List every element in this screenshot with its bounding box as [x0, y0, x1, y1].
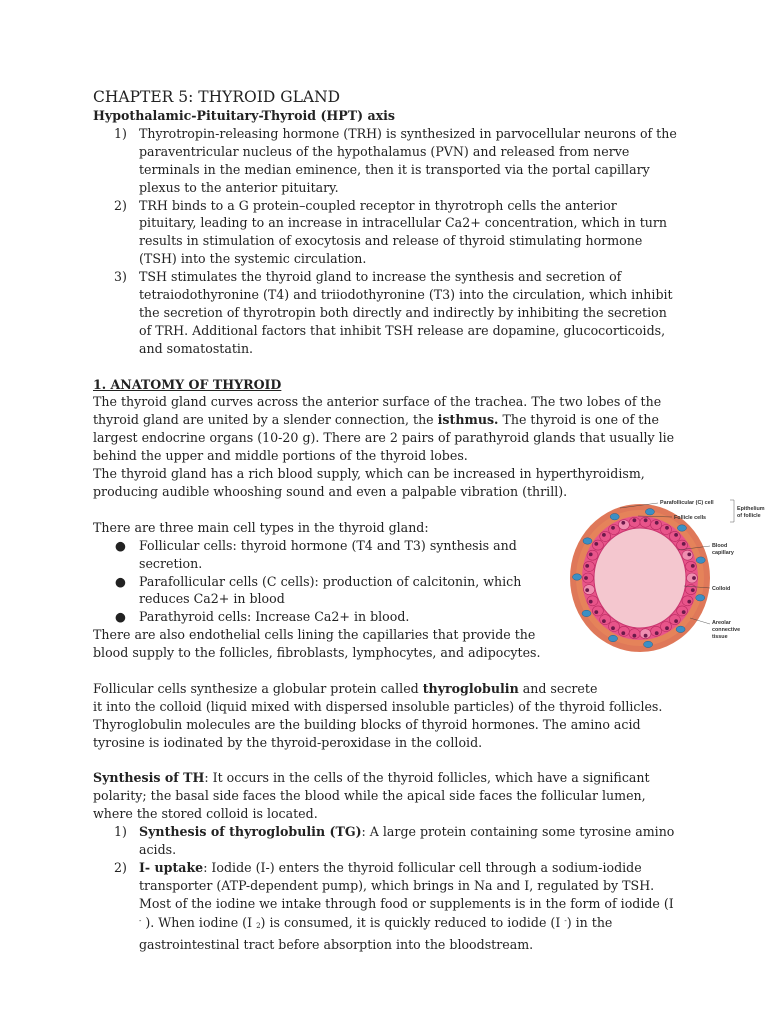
follicle-cell	[677, 606, 688, 616]
cell-nucleus	[687, 600, 691, 604]
cell-nucleus	[602, 533, 606, 537]
cell-nucleus	[594, 610, 598, 614]
cell-nucleus	[655, 521, 659, 525]
capillary	[644, 641, 653, 647]
anatomy-heading: 1. ANATOMY OF THYROID	[93, 376, 282, 392]
text-run: : It occurs in the cells of the thyroid follicles, which have a significant polarity; the basal side faces the blood while the apical side faces the follicular lumen, where the stored colloid is located.	[93, 770, 650, 822]
list-item	[93, 197, 678, 269]
cell-nucleus	[644, 634, 648, 638]
item-text: TSH stimulates the thyroid gland to increase the synthesis and secretion of tetraiodothyronine (T4) and triiodothyronine (T3) into the circulation, which inhibit the secretion of thyrotropin both directly and indirectly by inhibiting the secretion of TRH. Additional factors that inhibit TSH release are dopamine, glucocorticoids, and somatostatin.	[139, 269, 673, 356]
capillary	[582, 610, 591, 616]
cell-nucleus	[655, 631, 659, 635]
text-run: and secrete	[518, 680, 598, 696]
isthmus-term: isthmus.	[437, 412, 499, 428]
cell-nucleus	[585, 588, 589, 592]
cell-nucleus	[682, 610, 686, 614]
cell-nucleus	[674, 533, 678, 537]
text-run: The thyroid gland curves across the anterior surface of the trachea. The two lobes of the thyroid gland are united by a slender connection, the	[93, 394, 662, 428]
anatomy-paragraph-1	[93, 393, 678, 465]
cell-nucleus	[687, 553, 691, 557]
follicle-illustration	[560, 490, 768, 662]
capillary	[676, 626, 685, 632]
item-term: Synthesis of thyroglobulin (TG)	[139, 824, 362, 840]
follicle-cell	[592, 540, 603, 550]
label-areolar-1: Areolar	[712, 620, 731, 626]
thyroid-follicle-figure	[560, 490, 768, 662]
cell-types-list	[93, 537, 558, 627]
cell-nucleus	[691, 588, 695, 592]
follicle-cell	[669, 531, 680, 541]
label-epithelium-2: of follicle	[737, 513, 761, 519]
hpt-list	[93, 125, 678, 358]
bullet-icon: ●	[115, 609, 126, 625]
text-run: it into the colloid (liquid mixed with dispersed insoluble particles) of the thyroid follicles. Thyroglobulin molecules are the building blocks of thyroid hormones. The amino acid tyrosine is iodinated by the thyroid-peroxidase in the colloid.	[93, 698, 663, 750]
label-epithelium-1: Epithelium	[737, 506, 765, 512]
label-follicle-cells: Follicle cells	[674, 515, 707, 521]
item-text: Parathyroid cells: Increase Ca2+ in blood.	[139, 609, 410, 625]
cell-nucleus	[621, 631, 625, 635]
colloid	[594, 528, 686, 628]
cell-nucleus	[585, 564, 589, 568]
follicle-cell	[685, 561, 696, 571]
capillary	[583, 538, 592, 544]
thyroglobulin-term: thyroglobulin	[422, 680, 519, 696]
follicle-cell	[592, 606, 603, 616]
cell-nucleus	[584, 576, 588, 580]
item-text: Thyrotropin-releasing hormone (TRH) is synthesized in parvocellular neurons of the paraventricular nucleus of the hypothalamus (PVN) and released from nerve terminals in the median eminence, then it is transported via the portal capillary plexus to the anterior pituitary.	[139, 125, 677, 195]
list-item	[93, 859, 678, 954]
capillary	[609, 635, 618, 641]
text-run: Follicular cells synthesize a globular protein called	[93, 680, 423, 696]
item-term: I- uptake	[139, 860, 204, 875]
follicle-cell	[682, 596, 693, 606]
synthesis-heading: Synthesis of TH	[93, 770, 205, 786]
anatomy-paragraph-2: The thyroid gland has a rich blood supply, which can be increased in hyperthyroidism, producing audible whooshing sound and even a palpable vibration (thrill).	[93, 466, 645, 500]
cell-nucleus	[602, 619, 606, 623]
cell-nucleus	[644, 518, 648, 522]
capillary	[573, 574, 582, 580]
capillary	[645, 509, 654, 515]
follicle-cell	[584, 561, 595, 571]
list-item	[93, 537, 558, 573]
item-text: : A large protein containing some tyrosine amino acids.	[139, 824, 675, 858]
follicle-cell	[600, 615, 611, 625]
label-parafollicular: Parafollicular (C) cell	[660, 500, 714, 506]
cell-nucleus	[665, 526, 669, 530]
synthesis-paragraph	[93, 769, 678, 823]
label-colloid: Colloid	[712, 586, 731, 592]
item-text: ) in the gastrointestinal tract before absorption into the bloodstream.	[139, 914, 613, 952]
label-areolar-2: connective	[712, 627, 741, 633]
cell-nucleus	[691, 564, 695, 568]
cell-nucleus	[589, 553, 593, 557]
label-blood-1: Blood	[712, 543, 728, 549]
item-text: Follicular cells: thyroid hormone (T4 and T3) synthesis and secretion.	[139, 537, 517, 571]
list-item	[93, 125, 678, 197]
label-blood-2: capillary	[712, 550, 734, 556]
cell-nucleus	[633, 518, 637, 522]
follicle-cell	[669, 615, 680, 625]
cell-nucleus	[633, 634, 637, 638]
item-text: : Iodide (I-) enters the thyroid follicular cell through a sodium-iodide transporter (ATP-dependent pump), which brings in Na and I, regulated by TSH. Most of the iodine we intake through food or supplements is in the form of iodide (I	[139, 860, 674, 911]
follicle-cell	[587, 550, 598, 560]
anatomy-paragraph-3: There are also endothelial cells lining the capillaries that provide the blood supply to the follicles, fibroblasts, lymphocytes, and adipocytes.	[93, 627, 541, 661]
superscript: -	[139, 916, 142, 925]
bullet-icon: ●	[115, 573, 126, 589]
cell-nucleus	[682, 542, 686, 546]
cell-nucleus	[611, 626, 615, 630]
cell-nucleus	[621, 521, 625, 525]
cell-types-intro: There are three main cell types in the thyroid gland:	[93, 519, 429, 535]
chapter-title: CHAPTER 5: THYROID GLAND	[93, 88, 341, 106]
follicle-cell	[584, 585, 595, 595]
item-number: 2)	[114, 197, 127, 213]
item-number: 2)	[114, 860, 127, 875]
label-areolar-3: tissue	[712, 634, 728, 640]
subscript: 2	[256, 921, 261, 930]
item-text: ) is consumed, it is quickly reduced to iodide (I	[260, 914, 565, 930]
cell-nucleus	[665, 626, 669, 630]
cell-nucleus	[594, 542, 598, 546]
item-text: TRH binds to a G protein–coupled receptor in thyrotroph cells the anterior pituitary, leading to an increase in intracellular Ca2+ concentration, which in turn results in stimulation of exocytosis and release of thyroid stimulating hormone (TSH) into the systemic circulation.	[139, 197, 668, 267]
follicle-cell	[661, 525, 672, 535]
capillary	[696, 595, 705, 601]
superscript: -	[564, 916, 567, 925]
list-item	[93, 823, 678, 859]
hpt-heading: Hypothalamic-Pituitary-Thyroid (HPT) axis	[93, 108, 396, 123]
cell-nucleus	[589, 600, 593, 604]
follicle-cell	[609, 622, 620, 632]
item-text: Parafollicular cells (C cells): production of calcitonin, which reduces Ca2+ in blood	[139, 573, 522, 607]
list-item	[93, 268, 678, 358]
capillary	[677, 525, 686, 531]
item-number: 3)	[114, 269, 127, 285]
text-run: The thyroid is one of the largest endocrine organs (10-20 g). There are 2 pairs of parathyroid glands that usually lie behind the upper and middle portions of the thyroid lobes.	[93, 412, 675, 464]
follicle-cell	[682, 550, 693, 560]
list-item	[93, 573, 558, 609]
item-number: 1)	[114, 125, 127, 141]
follicle-cell	[600, 531, 611, 541]
synthesis-list	[93, 823, 678, 953]
cell-nucleus	[692, 576, 696, 580]
list-item	[93, 608, 558, 626]
follicle-cell	[587, 596, 598, 606]
capillary	[610, 514, 619, 520]
follicle-cell	[661, 622, 672, 632]
cell-nucleus	[674, 619, 678, 623]
follicle-cell	[609, 525, 620, 535]
item-number: 1)	[114, 824, 127, 840]
capillary	[696, 557, 705, 563]
anatomy-paragraph-4	[93, 680, 678, 752]
follicle-cell	[677, 540, 688, 550]
cell-nucleus	[611, 526, 615, 530]
item-text: ). When iodine (I	[141, 914, 257, 930]
bullet-icon: ●	[115, 537, 126, 553]
